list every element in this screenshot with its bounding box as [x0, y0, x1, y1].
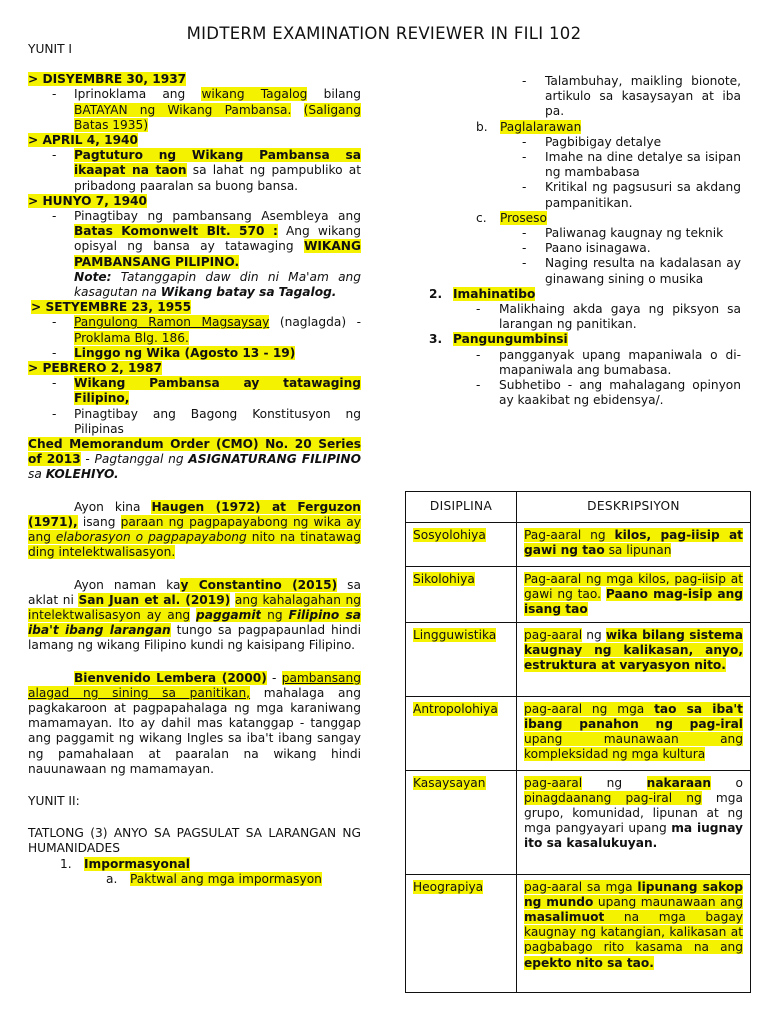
discipline-name: [406, 622, 517, 696]
section-heading: TATLONG (3) ANYO SA PAGSULAT SA LARANGAN NG HUMANIDADES: [28, 826, 361, 856]
description-segment: wika bilang sistema kaugnay ng kalikasan, anyo, estruktura at varyasyon nito.: [524, 627, 743, 673]
unit-heading: YUNIT I: [28, 42, 72, 56]
paragraph-lumbera: Bienvenido Lembera (2000) - pambansang alagad ng sining sa panitikan, mahalaga ang pagkakaroon at pagpapahalaga ng mga karaniwang mamamayan. Ito ay dahil mas katanggap - tanggap ang paggamit ng wikang Ingles sa iba't ibang sangay ng pamahalaan at paaralan na wikang hindi nauunawaan ng mamamayan.: [28, 670, 361, 776]
timeline-item: - Pinagtibay ng pambansang Asembleya ang Batas Komonwelt Blt. 570 : Ang wikang opisyal ng bansa ay tatawaging WIKANG PAMBANSANG PILIPINO.: [28, 209, 361, 270]
list-item: a. Paktwal ang mga impormasyon: [106, 871, 322, 886]
timeline-item: - Pangulong Ramon Magsaysay (naglagda) - Proklama Blg. 186.: [28, 315, 361, 345]
discipline-name: [406, 567, 517, 623]
description-segment: epekto nito sa tao.: [524, 955, 654, 970]
list-item: c. Proseso: [476, 210, 547, 225]
discipline-label: Sikolohiya: [413, 572, 475, 586]
description-segment: na mga bagay kaugnay ng katangian, kalikasan at pagbabago rito kasama na ang: [524, 910, 743, 955]
discipline-label: Kasaysayan: [413, 775, 486, 790]
description-segment: mga grupo, komunidad, lipunan at ng mga pangyayari upang: [524, 790, 744, 836]
list-item: - Imahe na dine detalye sa isipan ng mambabasa: [398, 150, 741, 180]
timeline-date: > SETYEMBRE 23, 1955: [31, 300, 192, 315]
description-segment: pag-aaral ng mga: [524, 701, 655, 716]
list-item: - Paliwanag kaugnay ng teknik: [398, 226, 741, 241]
description-segment: pag-aaral: [524, 627, 583, 642]
description-segment: tao sa iba't ibang panahon ng pag-iral: [524, 701, 743, 731]
timeline-item: - Linggo ng Wika (Agosto 13 - 19): [28, 346, 361, 361]
table-header-row: [406, 492, 751, 523]
list-item: 2. Imahinatibo: [429, 286, 536, 301]
description-segment: lipunang sakop ng mundo: [524, 879, 743, 909]
unit-heading: YUNIT II:: [28, 793, 80, 808]
description-segment: Pag-aaral ng: [524, 528, 615, 542]
timeline-item: - Pagtuturo ng Wikang Pambansa sa ikaapat na taon sa lahat ng pampubliko at pribadong paaralan sa buong bansa.: [28, 148, 361, 194]
list-item: 1. Impormasyonal: [60, 856, 190, 871]
column-header-disiplina: DISIPLINA: [406, 492, 517, 523]
table-row: [406, 523, 751, 567]
description-segment: Pag-aaral ng mga kilos, pag-iisip at gawi ng tao.: [524, 572, 743, 602]
list-item: - Kritikal ng pagsusuri sa akdang pampanitikan.: [398, 180, 741, 210]
description-segment: Paano mag-isip ang isang tao: [524, 587, 743, 617]
list-item: - Naging resulta na kadalasan ay ginawang sining o musika: [398, 256, 741, 286]
discipline-label: Antropolohiya: [413, 701, 498, 716]
timeline-item: - Pinagtibay ang Bagong Konstitusyon ng Pilipinas: [28, 407, 361, 437]
cmo-paragraph: Ched Memorandum Order (CMO) No. 20 Series of 2013 - Pagtanggal ng ASIGNATURANG FILIPINO sa KOLEHIYO.: [28, 437, 361, 482]
description-segment: pinagdaanang pag-iral: [524, 790, 673, 805]
left-column: [28, 42, 361, 887]
description-segment: nakaraan: [646, 775, 712, 790]
description-segment: o: [711, 775, 743, 790]
discipline-description: [517, 622, 751, 696]
discipline-description: [517, 567, 751, 623]
table-row: [406, 696, 751, 770]
paragraph-haugen: Ayon kina Haugen (1972) at Ferguzon (1971), isang paraan ng pagpapayabong ng wika ay ang elaborasyon o pagpapayabong nito na tinatawag ding intelektwalisasyon.: [28, 499, 361, 560]
table-row: [406, 770, 751, 874]
description-segment: kilos, pag-iisip at gawi ng tao: [524, 528, 744, 558]
note: Note: Tatanggapin daw din ni Ma'am ang kasagutan na Wikang batay sa Tagalog.: [74, 269, 362, 300]
description-segment: ng: [582, 627, 606, 642]
discipline-name: [406, 874, 517, 992]
discipline-table: [405, 491, 751, 993]
list-item: - pangganyak upang mapaniwala o di-mapaniwala ang bumabasa.: [398, 348, 741, 378]
discipline-description: [517, 523, 751, 567]
discipline-description: [517, 696, 751, 770]
column-header-deskripsiyon: DESKRIPSIYON: [517, 492, 751, 523]
paragraph-constantino: Ayon naman kay Constantino (2015) sa aklat ni San Juan et al. (2019) ang kahalagahan ng intelektwalisasyon ay ang paggamit ng Filipino sa iba't ibang larangan tungo sa pagpapaunlad hindi lamang ng wikang Filipino kundi ng kaisipang Filipino.: [28, 577, 361, 653]
discipline-label: Sosyolohiya: [413, 528, 486, 542]
list-item: - Pagbibigay detalye: [398, 135, 741, 150]
timeline-date: > APRIL 4, 1940: [28, 133, 139, 148]
discipline-name: [406, 696, 517, 770]
timeline-date: > PEBRERO 2, 1987: [28, 361, 162, 376]
discipline-description: [517, 770, 751, 874]
description-segment: pag-aaral sa mga: [524, 879, 638, 894]
list-item: 3. Pangungumbinsi: [429, 332, 568, 347]
list-item: - Subhetibo - ang mahalagang opinyon ay kaakibat ng ebidensya/.: [398, 378, 741, 408]
description-segment: ng: [582, 775, 647, 790]
description-segment: upang maunawaan ang kompleksidad ng mga kultura: [524, 732, 743, 762]
table-row: [406, 622, 751, 696]
list-item: - Talambuhay, maikling bionote, artikulo sa kasaysayan at iba pa.: [398, 74, 741, 120]
description-segment: pag-aaral: [524, 775, 583, 790]
page-title: MIDTERM EXAMINATION REVIEWER IN FILI 102: [186, 24, 582, 43]
timeline-date: > DISYEMBRE 30, 1937: [28, 72, 187, 87]
discipline-label: Heograpiya: [413, 879, 484, 894]
discipline-description: [517, 874, 751, 992]
discipline-name: [406, 523, 517, 567]
list-item: - Malikhaing akda gaya ng piksyon sa larangan ng panitikan.: [398, 302, 741, 332]
table-row: [406, 874, 751, 992]
table-row: [406, 567, 751, 623]
description-segment: ng: [672, 790, 702, 805]
timeline-date: > HUNYO 7, 1940: [28, 193, 148, 208]
list-item: b. Paglalarawan: [476, 119, 582, 134]
description-segment: upang maunawaan ang: [593, 894, 743, 909]
timeline-item: - Wikang Pambansa ay tatawaging Filipino,: [28, 376, 361, 406]
timeline-item: - Iprinoklama ang wikang Tagalog bilang BATAYAN ng Wikang Pambansa. (Saligang Batas 1935): [28, 87, 361, 133]
discipline-label: Lingguwistika: [413, 627, 497, 642]
right-column: [398, 74, 741, 408]
description-segment: ma iugnay ito sa kasalukuyan.: [524, 821, 743, 851]
discipline-name: [406, 770, 517, 874]
description-segment: sa lipunan: [604, 543, 672, 558]
list-item: - Paano isinagawa.: [398, 241, 741, 256]
description-segment: masalimuot: [524, 910, 605, 925]
